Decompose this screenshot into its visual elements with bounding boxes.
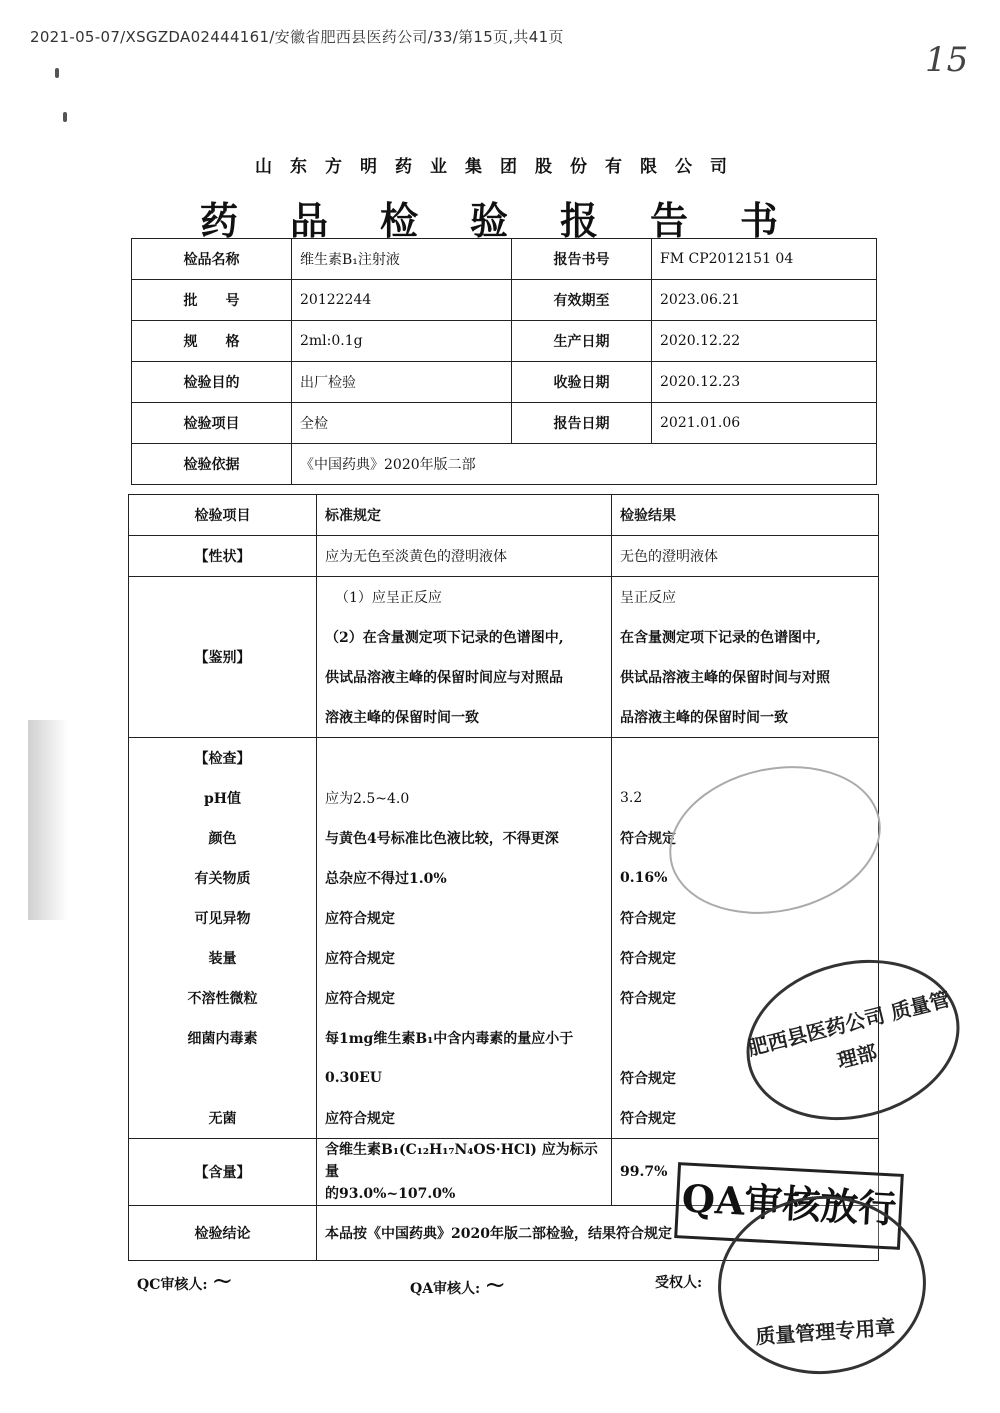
qc-signature: ~ <box>211 1266 234 1296</box>
scan-shadow <box>28 720 68 920</box>
expiry-label: 有效期至 <box>512 280 652 321</box>
insoluble-particles-result: 符合规定 <box>612 978 879 1018</box>
sterility-result: 符合规定 <box>612 1098 879 1139</box>
col-result-header: 检验结果 <box>612 495 879 536</box>
report-date: 2021.01.06 <box>652 403 877 444</box>
assay-result: 99.7% <box>612 1139 879 1206</box>
id1-standard: （1）应呈正反应 <box>317 577 612 618</box>
id2-standard-line1: （2）在含量测定项下记录的色谱图中, <box>317 617 612 657</box>
qc-reviewer <box>137 1266 233 1296</box>
quality-management-seal: 质量管理专用章 <box>712 1189 932 1381</box>
company-name: 山东方明药业集团股份有限公司 <box>255 157 745 177</box>
sterility-label: 无菌 <box>129 1098 317 1139</box>
insoluble-particles-label: 不溶性微粒 <box>129 978 317 1018</box>
endotoxin-result: 符合规定 <box>612 1058 879 1098</box>
archive-header: 2021-05-07/XSGZDA02444161/安徽省肥西县医药公司/33/第15页,共41页 <box>30 28 564 46</box>
ph-label: pH值 <box>129 778 317 818</box>
color-standard: 与黄色4号标准比色液比较，不得更深 <box>317 818 612 858</box>
appearance-label: 【性状】 <box>129 536 317 577</box>
batch-number: 20122244 <box>292 280 512 321</box>
qa-reviewer <box>410 1270 506 1300</box>
qa-signature: ~ <box>484 1270 507 1300</box>
visible-particles-result: 符合规定 <box>612 898 879 938</box>
product-name: 维生素B₁注射液 <box>292 239 512 280</box>
appearance-result: 无色的澄明液体 <box>612 536 879 577</box>
scan-mark <box>63 112 67 122</box>
id2-result-line2: 供试品溶液主峰的保留时间与对照 <box>612 657 879 697</box>
color-label: 颜色 <box>129 818 317 858</box>
conclusion-label: 检验结论 <box>129 1206 317 1261</box>
expiry-date: 2023.06.21 <box>652 280 877 321</box>
qa-release-stamp: QA审核放行 <box>674 1162 904 1250</box>
batch-label: 批 号 <box>132 280 292 321</box>
id2-result-line1: 在含量测定项下记录的色谱图中, <box>612 617 879 657</box>
id1-result: 呈正反应 <box>612 577 879 618</box>
endotoxin-label: 细菌内毒素 <box>129 1018 317 1058</box>
qc-reviewer-label: QC审核人: <box>137 1277 208 1293</box>
product-name-label: 检品名称 <box>132 239 292 280</box>
appearance-standard: 应为无色至淡黄色的澄明液体 <box>317 536 612 577</box>
receipt-date-label: 收验日期 <box>512 362 652 403</box>
receipt-date: 2020.12.23 <box>652 362 877 403</box>
company-stamp: 肥西县医药公司 质量管理部 <box>729 938 976 1142</box>
endotoxin-standard-line2: 0.30EU <box>317 1058 612 1098</box>
document-title: 药品检验报告书 <box>199 198 830 243</box>
visible-particles-label: 可见异物 <box>129 898 317 938</box>
check-label: 【检查】 <box>129 738 317 779</box>
assay-label: 【含量】 <box>129 1139 317 1206</box>
basis-label: 检验依据 <box>132 444 292 485</box>
assay-standard-line2: 的93.0%~107.0% <box>325 1186 456 1202</box>
col-item-header: 检验项目 <box>129 495 317 536</box>
ph-result: 3.2 <box>612 778 879 818</box>
ph-standard: 应为2.5~4.0 <box>317 778 612 818</box>
id2-standard-line3: 溶液主峰的保留时间一致 <box>317 697 612 738</box>
handwritten-page-number: 15 <box>925 40 969 80</box>
production-date-label: 生产日期 <box>512 321 652 362</box>
id2-standard-line2: 供试品溶液主峰的保留时间应与对照品 <box>317 657 612 697</box>
inspection-items: 全检 <box>292 403 512 444</box>
conclusion: 本品按《中国药典》2020年版二部检验，结果符合规定 <box>317 1206 879 1261</box>
authorized-person <box>655 1272 702 1292</box>
related-substances-label: 有关物质 <box>129 858 317 898</box>
inspection-basis: 《中国药典》2020年版二部 <box>292 444 877 485</box>
report-no: FM CP2012151 04 <box>652 239 877 280</box>
fill-volume-standard: 应符合规定 <box>317 938 612 978</box>
visible-particles-standard: 应符合规定 <box>317 898 612 938</box>
spec-label: 规 格 <box>132 321 292 362</box>
authorized-person-label: 受权人: <box>655 1275 703 1291</box>
qa-reviewer-label: QA审核人: <box>410 1281 481 1297</box>
insoluble-particles-standard: 应符合规定 <box>317 978 612 1018</box>
purpose-label: 检验目的 <box>132 362 292 403</box>
scan-mark <box>55 68 59 78</box>
product-info-table <box>131 238 877 485</box>
endotoxin-standard-line1: 每1mg维生素B₁中含内毒素的量应小于 <box>317 1018 612 1058</box>
report-no-label: 报告书号 <box>512 239 652 280</box>
production-date: 2020.12.22 <box>652 321 877 362</box>
related-substances-result: 0.16% <box>612 858 879 898</box>
assay-standard-line1: 含维生素B₁(C₁₂H₁₇N₄OS·HCl) 应为标示量 <box>325 1142 598 1180</box>
related-substances-standard: 总杂应不得过1.0% <box>317 858 612 898</box>
items-label: 检验项目 <box>132 403 292 444</box>
id2-result-line3: 品溶液主峰的保留时间一致 <box>612 697 879 738</box>
identification-label: 【鉴别】 <box>129 577 317 738</box>
color-result: 符合规定 <box>612 818 879 858</box>
col-standard-header: 标准规定 <box>317 495 612 536</box>
report-date-label: 报告日期 <box>512 403 652 444</box>
fill-volume-label: 装量 <box>129 938 317 978</box>
specification: 2ml:0.1g <box>292 321 512 362</box>
sterility-standard: 应符合规定 <box>317 1098 612 1139</box>
fill-volume-result: 符合规定 <box>612 938 879 978</box>
inspection-purpose: 出厂检验 <box>292 362 512 403</box>
